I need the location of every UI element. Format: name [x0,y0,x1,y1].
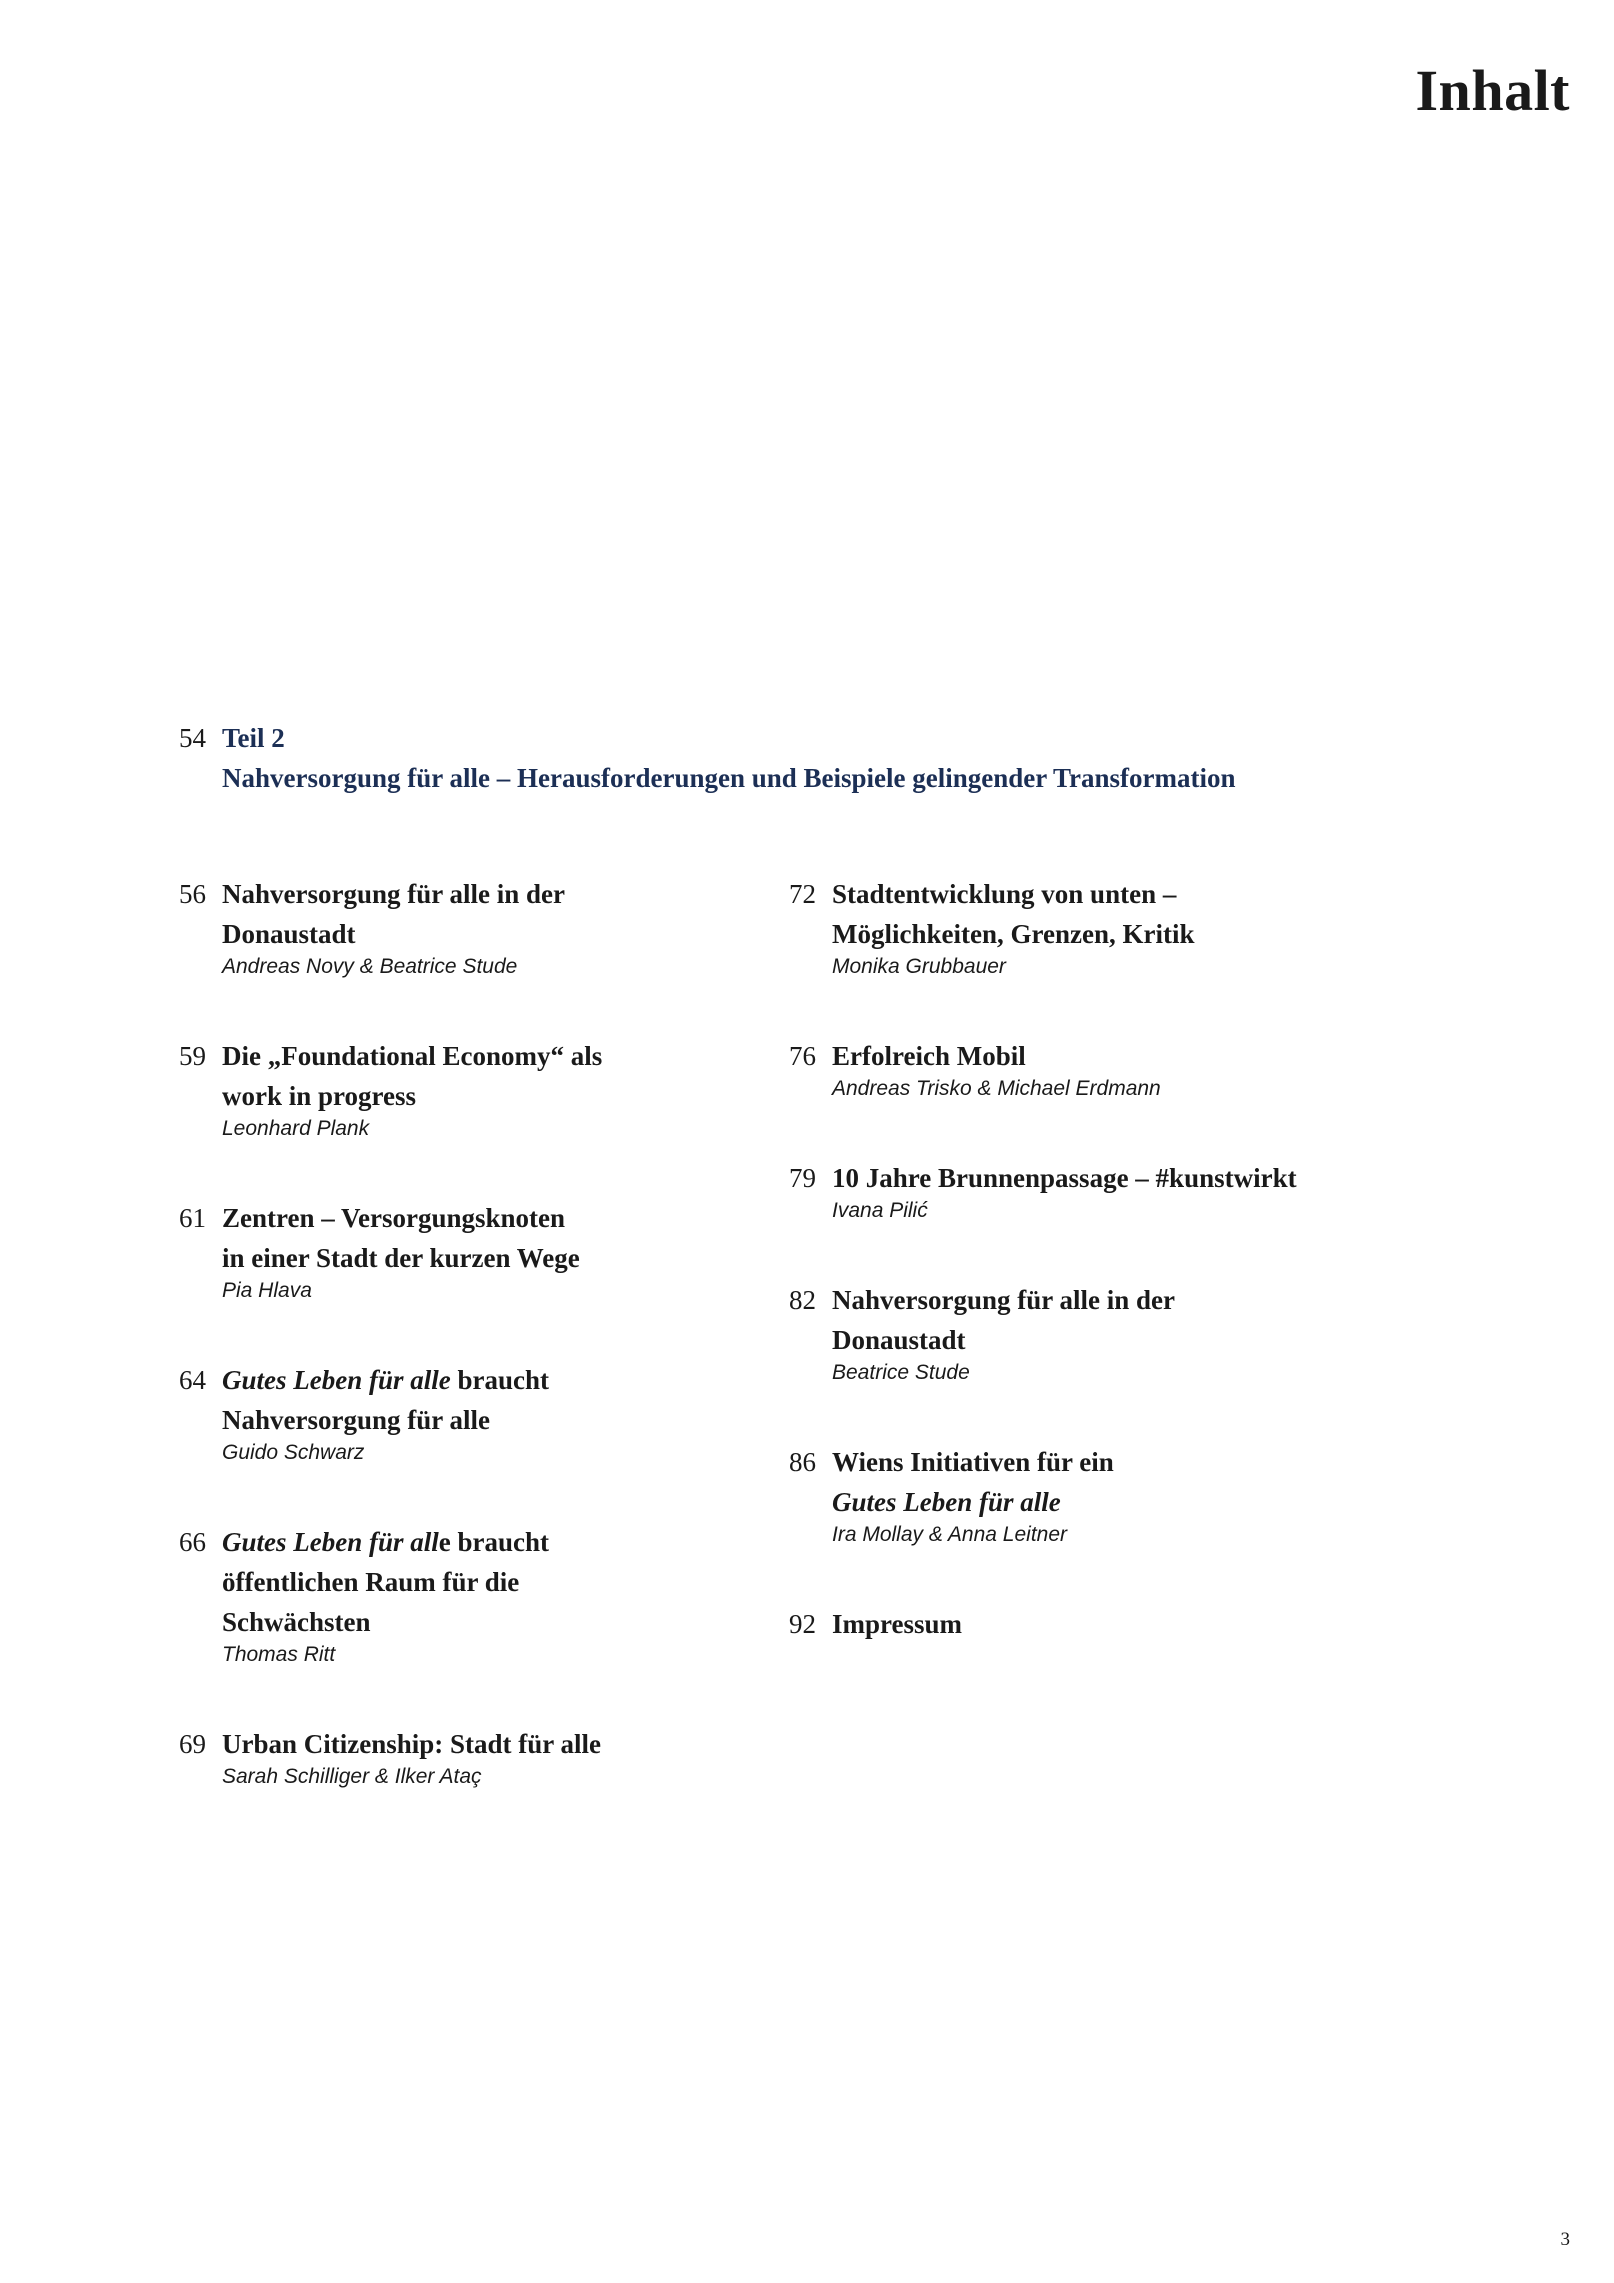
toc-title [222,1522,549,1642]
toc-page-number: 76 [789,1041,816,1071]
toc-title-line: Impressum [832,1609,963,1639]
toc-author: Andreas Novy & Beatrice Stude [222,955,518,978]
toc-page-number: 64 [179,1365,206,1395]
toc-title [832,1604,962,1644]
toc-page-number: 82 [789,1285,816,1315]
toc-title-rest: e braucht [438,1527,550,1557]
toc-page-number: 79 [789,1163,816,1193]
toc-author: Beatrice Stude [832,1361,970,1384]
toc-title-line: öffentlichen Raum für die [222,1567,520,1597]
toc-entry[interactable] [156,1036,716,1198]
toc-title-italic: Gutes Leben für all [222,1527,439,1557]
toc-title [222,1724,601,1764]
toc-page-number: 92 [789,1609,816,1639]
toc-right-column [766,874,1386,1664]
section-label: Teil 2 [222,723,285,753]
toc-title-line: Zentren – Versorgungsknoten [222,1203,566,1233]
toc-entry[interactable] [156,1198,716,1360]
toc-title-line: Nahversorgung für alle in der [832,1285,1175,1315]
toc-author: Thomas Ritt [222,1643,336,1666]
toc-entry[interactable] [766,1280,1386,1442]
toc-title-line: Möglichkeiten, Grenzen, Kritik [832,919,1195,949]
toc-title-line: in einer Stadt der kurzen Wege [222,1243,580,1273]
toc-author: Ivana Pilić [832,1199,928,1222]
toc-title-line: 10 Jahre Brunnenpassage – #kunstwirkt [832,1163,1297,1193]
toc-title-line: Nahversorgung für alle [222,1405,490,1435]
toc-title [222,1198,580,1278]
toc-title-line: Donaustadt [832,1325,966,1355]
toc-title-line: Schwächsten [222,1607,371,1637]
toc-entry[interactable] [156,1522,716,1724]
toc-title-line: Urban Citizenship: Stadt für alle [222,1729,602,1759]
toc-author: Leonhard Plank [222,1117,370,1140]
page-number: 3 [1560,2229,1570,2250]
toc-entry[interactable] [156,1724,716,1804]
toc-title [222,874,565,954]
toc-left-column [156,874,716,1804]
section-page-number: 54 [179,723,206,753]
toc-entry[interactable] [766,874,1386,1036]
toc-title [222,1360,549,1440]
toc-author: Monika Grubbauer [832,955,1006,978]
toc-title [222,1036,602,1116]
toc-title-italic: Gutes Leben für alle [832,1487,1061,1517]
toc-title [832,1280,1175,1360]
toc-title [832,1158,1297,1198]
toc-title [832,1442,1114,1522]
toc-title-line: Donaustadt [222,919,356,949]
toc-entry[interactable] [766,1442,1386,1604]
toc-entry[interactable] [766,1604,1386,1664]
toc-title-line [222,1360,549,1400]
toc-page-number: 72 [789,879,816,909]
toc-author: Andreas Trisko & Michael Erdmann [832,1077,1161,1100]
toc-author: Sarah Schilliger & Ilker Ataç [222,1765,482,1788]
section-heading [222,718,1236,798]
toc-entry[interactable] [156,874,716,1036]
toc-title-line: Wiens Initiativen für ein [832,1447,1114,1477]
toc-author: Ira Mollay & Anna Leitner [832,1523,1068,1546]
toc-entry[interactable] [156,1360,716,1522]
toc-entry[interactable] [766,1036,1386,1158]
toc-title-line: Die „Foundational Economy“ als [222,1041,603,1071]
toc-page-number: 66 [179,1527,206,1557]
toc-title [832,874,1194,954]
toc-page-number: 69 [179,1729,206,1759]
toc-title-line [222,1522,549,1562]
toc-title [832,1036,1161,1076]
toc-title-line: Stadtentwicklung von unten – [832,879,1177,909]
toc-author: Guido Schwarz [222,1441,365,1464]
toc-page-number: 86 [789,1447,816,1477]
toc-title-line: Erfolreich Mobil [832,1041,1026,1071]
section-title: Nahversorgung für alle – Herausforderungen und Beispiele gelingender Transformation [222,763,1236,793]
toc-page-number: 56 [179,879,206,909]
toc-page-number: 59 [179,1041,206,1071]
toc-entry[interactable] [766,1158,1386,1280]
toc-author: Pia Hlava [222,1279,312,1302]
toc-title-rest: braucht [450,1365,550,1395]
section-header [156,718,1236,798]
page-title: Inhalt [1415,58,1570,123]
toc-page-number: 61 [179,1203,206,1233]
toc-title-line: work in progress [222,1081,417,1111]
toc-title-line: Nahversorgung für alle in der [222,879,565,909]
toc-title-italic: Gutes Leben für alle [222,1365,451,1395]
